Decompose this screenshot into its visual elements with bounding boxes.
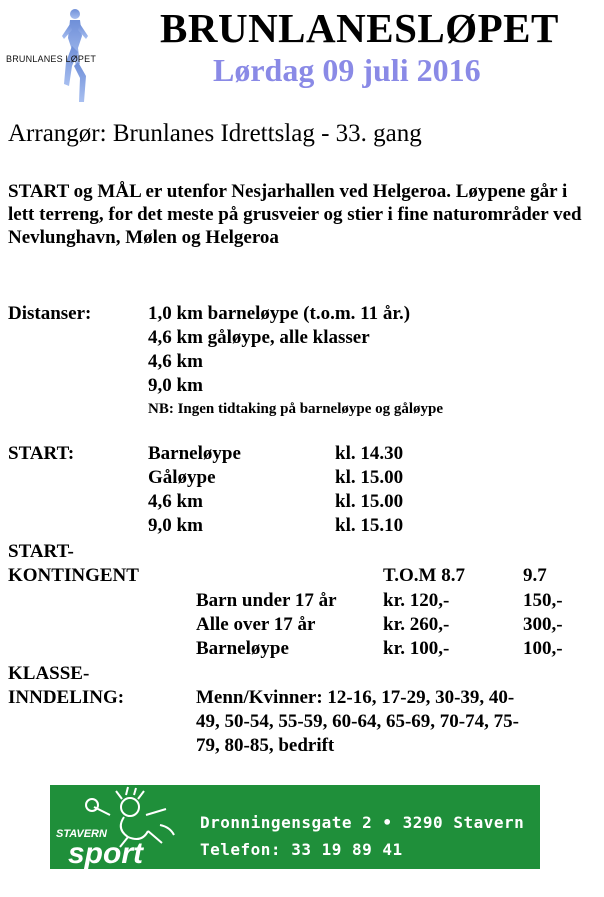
sponsor-phone: Telefon: 33 19 89 41: [200, 840, 403, 859]
sponsor-brand-top: STAVERN: [56, 828, 107, 840]
fee-row-early: kr. 260,-: [383, 614, 450, 635]
fee-label: KONTINGENT: [8, 565, 139, 586]
start-row-name: Gåløype: [148, 467, 216, 488]
start-row-name: 4,6 km: [148, 491, 203, 512]
classes-line: 79, 80-85, bedrift: [196, 735, 335, 756]
distances-note: NB: Ingen tidtaking på barneløype og gåløype: [148, 401, 444, 417]
logo-text: BRUNLANES LØPET: [6, 54, 97, 64]
distance-item: 9,0 km: [148, 375, 203, 396]
sponsor-address: Dronningensgate 2 • 3290 Stavern: [200, 813, 525, 832]
distance-item: 4,6 km: [148, 351, 203, 372]
fee-row-late: 100,-: [523, 638, 563, 659]
classes-line: Menn/Kvinner: 12-16, 17-29, 30-39, 40-: [196, 687, 515, 708]
start-row-time: kl. 15.00: [335, 467, 404, 488]
organizer-line: Arrangør: Brunlanes Idrettslag - 33. gang: [8, 120, 422, 147]
fee-header-early: T.O.M 8.7: [383, 565, 465, 586]
distance-item: 4,6 km gåløype, alle klasser: [148, 327, 370, 348]
distances-label: Distanser:: [8, 303, 92, 324]
fee-row-late: 300,-: [523, 614, 563, 635]
fee-row-early: kr. 120,-: [383, 590, 450, 611]
start-row-time: kl. 14.30: [335, 443, 404, 464]
start-label: START:: [8, 443, 75, 464]
fee-row-name: Barneløype: [196, 638, 289, 659]
fee-row-name: Barn under 17 år: [196, 590, 337, 611]
start-row-time: kl. 15.10: [335, 515, 404, 536]
intro-paragraph: START og MÅL er utenfor Nesjarhallen ved Helgeroa. Løypene går i lett terreng, for det meste på grusveier og stier i fine naturområder ved Nevlunghavn, Mølen og Helgeroa: [8, 181, 582, 248]
stavern-sport-logo: [50, 785, 200, 869]
distance-item: 1,0 km barneløype (t.o.m. 11 år.): [148, 303, 411, 324]
sponsor-brand-bottom: sport: [68, 837, 143, 869]
sponsor-banner: [50, 785, 540, 869]
event-date: Lørdag 09 juli 2016: [213, 52, 481, 88]
fee-row-name: Alle over 17 år: [196, 614, 316, 635]
classes-label: KLASSE-: [8, 663, 90, 684]
fee-header-late: 9.7: [523, 565, 547, 586]
page-title: BRUNLANESLØPET: [160, 5, 559, 51]
fee-row-early: kr. 100,-: [383, 638, 450, 659]
fee-row-late: 150,-: [523, 590, 563, 611]
start-row-name: 9,0 km: [148, 515, 203, 536]
start-row-time: kl. 15.00: [335, 491, 404, 512]
classes-line: 49, 50-54, 55-59, 60-64, 65-69, 70-74, 75-: [196, 711, 519, 732]
start-row-name: Barneløype: [148, 443, 241, 464]
fee-label: START-: [8, 541, 74, 562]
classes-label: INNDELING:: [8, 687, 125, 708]
